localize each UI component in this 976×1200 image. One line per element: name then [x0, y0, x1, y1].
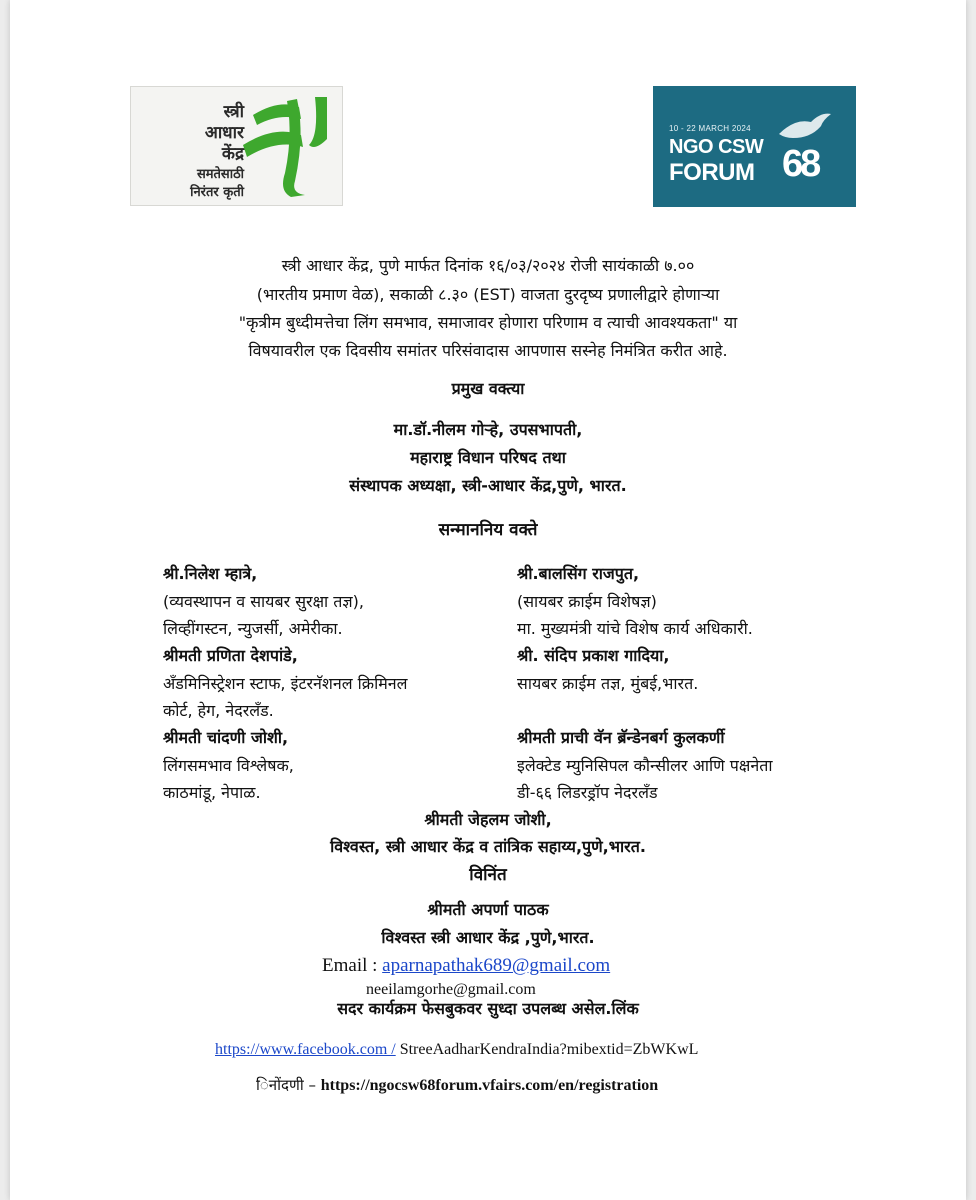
registration-url[interactable]: https://ngocsw68forum.vfairs.com/en/registration [320, 1077, 659, 1094]
speaker-right-1-name: श्री.बालसिंग राजपुत, [517, 564, 640, 583]
facebook-link-rest: StreeAadharKendraIndia?mibextid=ZbWKwL [395, 1041, 699, 1058]
logo-text-line-3: केंद्र [221, 144, 244, 164]
email-row [322, 956, 610, 975]
forum-title-line-1: NGO CSW [669, 136, 764, 158]
technical-speaker-role: विश्वस्त, स्त्री आधार केंद्र व तांत्रिक सहाय्य,पुणे,भारत. [330, 837, 646, 856]
speaker-left-2-line-1: अँडमिनिस्ट्रेशन स्टाफ, इंटरनॅशनल क्रिमिनल [163, 674, 408, 693]
speaker-right-1-line-1: (सायबर क्राईम विशेषज्ञ) [517, 592, 657, 611]
logo-text-line-1: स्त्री [223, 102, 244, 122]
speaker-left-2-line-2: कोर्ट, हेग, नेदरलँड. [163, 701, 274, 720]
facebook-link[interactable]: https://www.facebook.com / [215, 1041, 396, 1058]
speaker-right-3-line-2: डी-६६ लिडरड्रॉप नेदरलँड [517, 783, 658, 802]
logo-mark-icon [235, 95, 335, 199]
chief-speaker-line-3: संस्थापक अध्यक्षा, स्त्री-आधार केंद्र,पुणे, भारत. [349, 476, 627, 495]
speaker-left-3-line-1: लिंगसमभाव विश्लेषक, [163, 756, 294, 775]
dove-icon [775, 108, 835, 148]
email-link[interactable]: aparnapathak689@gmail.com [382, 955, 611, 976]
facebook-note: सदर कार्यक्रम फेसबुकवर सुध्दा उपलब्ध असेल.लिंक [337, 999, 639, 1018]
speaker-right-2-name: श्री. संदिप प्रकाश गादिया, [517, 646, 670, 665]
forum-title-line-2: FORUM [669, 159, 755, 186]
speaker-right-2-line-1: सायबर क्राईम तज्ञ, मुंबई,भारत. [517, 674, 699, 693]
speaker-left-2-name: श्रीमती प्रणिता देशपांडे, [163, 646, 298, 665]
speaker-right-3-line-1: इलेक्टेड म्युनिसिपल कौन्सीलर आणि पक्षनेता [517, 756, 773, 775]
chief-speaker-line-2: महाराष्ट्र विधान परिषद तथा [410, 448, 566, 467]
intro-line-1: स्त्री आधार केंद्र, पुणे मार्फत दिनांक १६/०३/२०२४ रोजी सायंकाळी ७.०० [281, 256, 695, 275]
closing-name: श्रीमती अपर्णा पाठक [427, 900, 549, 919]
forum-number: 68 [782, 143, 819, 185]
speaker-left-1-line-1: (व्यवस्थापन व सायबर सुरक्षा तज्ञ), [163, 592, 364, 611]
registration-row [256, 1077, 658, 1094]
closing-role: विश्वस्त स्त्री आधार केंद्र ,पुणे,भारत. [381, 928, 595, 947]
logo-text-line-4: समतेसाठी [196, 167, 244, 182]
speaker-right-3-name: श्रीमती प्राची वॅन ब्रॅन्डेनबर्ग कुलकर्णी [517, 728, 725, 747]
stree-aadhar-kendra-logo [130, 86, 343, 206]
honored-speakers-heading: सन्माननिय वक्ते [438, 520, 538, 540]
speaker-left-3-name: श्रीमती चांदणी जोशी, [163, 728, 289, 747]
email-label: Email : [322, 955, 383, 976]
intro-line-3: "कृत्रीम बुध्दीमत्तेचा लिंग समभाव, समाजावर होणारा परिणाम व त्याची आवश्यकता" या [238, 313, 738, 332]
intro-line-2: (भारतीय प्रमाण वेळ), सकाळी ८.३० (EST) वाजता दुरदृष्य प्रणालीद्वारे होणाऱ्या [256, 285, 720, 304]
secondary-email: neeilamgorhe@gmail.com [366, 981, 536, 998]
forum-date: 10 - 22 MARCH 2024 [669, 124, 751, 133]
speaker-left-3-line-2: काठमांडू, नेपाळ. [163, 783, 261, 802]
speaker-left-1-name: श्री.निलेश म्हात्रे, [163, 564, 258, 583]
ngo-csw-forum-logo [653, 86, 856, 207]
logo-text-line-5: निरंतर कृती [190, 185, 244, 200]
facebook-row [215, 1042, 698, 1058]
logo-text-line-2: आधार [204, 123, 244, 143]
registration-label: िनोंदणी – [256, 1076, 321, 1094]
chief-speaker-line-1: मा.डॉ.नीलम गोऱ्हे, उपसभापती, [393, 420, 583, 439]
technical-speaker-name: श्रीमती जेहलम जोशी, [424, 810, 552, 829]
chief-speaker-heading: प्रमुख वक्त्या [451, 379, 525, 398]
closing-heading: विनिंत [469, 865, 507, 885]
speaker-left-1-line-2: लिव्हींगस्टन, न्युजर्सी, अमेरीका. [163, 619, 343, 638]
intro-line-4: विषयावरील एक दिवसीय समांतर परिसंवादास आपणास सस्नेह निमंत्रित करीत आहे. [248, 341, 728, 360]
invitation-page [10, 0, 966, 1200]
speaker-right-1-line-2: मा. मुख्यमंत्री यांचे विशेष कार्य अधिकारी. [517, 619, 753, 638]
